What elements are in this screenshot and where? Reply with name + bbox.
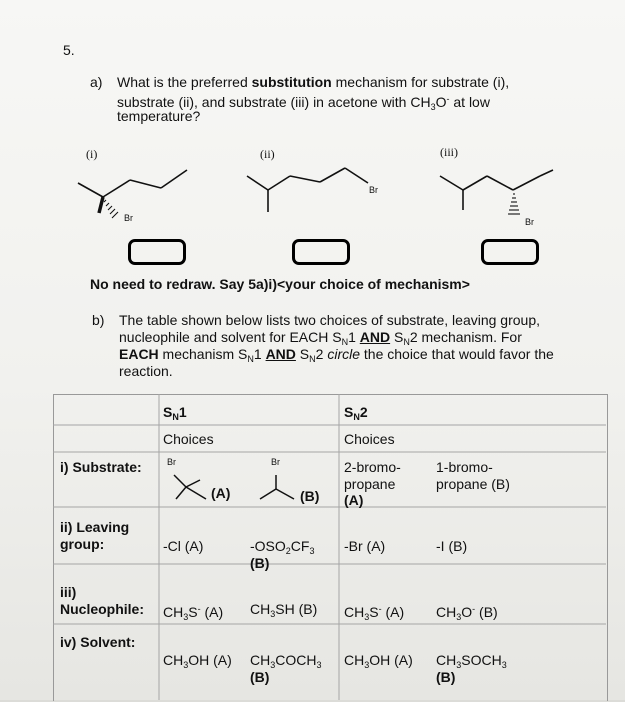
part-a-line-2: substrate (ii), and substrate (iii) in acetone with $CH_3O^-$ at low xyxy=(117,94,490,112)
leaving-row-label-1: ii) Leaving xyxy=(60,519,130,535)
sn2-header: $S_N2$ xyxy=(344,404,368,422)
substrate-i-label: (i) xyxy=(86,147,98,161)
sn1-substrate-b-br: Br xyxy=(271,457,280,467)
nucleophile-row-label-2: Nucleophile: xyxy=(60,601,145,617)
answer-box-iii xyxy=(481,239,539,265)
sn1-solvent-a: $CH_3OH$ (A) xyxy=(163,652,232,670)
substrate-ii-br: Br xyxy=(369,185,378,195)
sn2-solvent-b-tag: (B) xyxy=(436,669,456,685)
substrate-row-label: i) Substrate: xyxy=(60,459,142,475)
question-number: 5. xyxy=(63,42,75,58)
sn2-substrate-a-line-1: 2-bromo- xyxy=(344,459,401,475)
part-b-label: b) xyxy=(92,312,105,328)
sn2-leaving-b: -I (B) xyxy=(436,538,468,554)
sn2-substrate-a-line-2: propane xyxy=(344,476,396,492)
sn1-substrate-a-tag: (A) xyxy=(211,485,231,501)
sn1-solvent-b-tag: (B) xyxy=(250,669,270,685)
substrate-i-br: Br xyxy=(124,213,133,223)
sn2-solvent-b: $CH_3SOCH_3$ xyxy=(436,652,507,670)
part-a-line-1: What is the preferred substitution mechanism for substrate (i), xyxy=(117,74,510,90)
sn1-substrate-b-tag: (B) xyxy=(300,488,320,504)
mechanism-table xyxy=(53,394,608,701)
part-b-line-2: nucleophile and solvent for EACH $S_N1$ AND $S_N2$ mechanism. For xyxy=(119,329,522,347)
sn2-substrate-b-line-2: propane (B) xyxy=(436,476,510,492)
sn2-substrate-b-line-1: 1-bromo- xyxy=(436,459,493,475)
answer-box-i xyxy=(128,239,186,265)
sn1-leaving-b: $-OSO_2CF_3$ xyxy=(250,538,315,556)
sn2-substrate-a-tag: (A) xyxy=(344,492,364,508)
sn1-choices-header: Choices xyxy=(163,431,214,447)
nucleophile-row-label-1: iii) xyxy=(60,584,77,600)
substrate-i-structure xyxy=(78,170,187,218)
table-grid xyxy=(53,394,608,702)
substrate-ii-structure xyxy=(247,168,368,212)
sn2-solvent-a: $CH_3OH$ (A) xyxy=(344,652,413,670)
substrate-iii-label: (iii) xyxy=(440,145,458,159)
sn2-nucleophile-b: $CH_3O^-$ (B) xyxy=(436,604,498,622)
sn2-nucleophile-a: $CH_3S^-$ (A) xyxy=(344,604,405,622)
part-b-line-1: The table shown below lists two choices of substrate, leaving group, xyxy=(119,312,541,328)
instruction-text: No need to redraw. Say 5a)i)<your choice of mechanism> xyxy=(90,276,470,292)
sn1-substrate-a-br: Br xyxy=(167,457,176,467)
sn1-header: $S_N1$ xyxy=(163,404,187,422)
part-b-line-3: EACH mechanism $S_N1$ AND $S_N2$ circle the choice that would favor the xyxy=(119,346,554,364)
substrate-ii-label: (ii) xyxy=(260,147,275,161)
answer-box-ii xyxy=(292,239,350,265)
sn2-choices-header: Choices xyxy=(344,431,395,447)
substrate-iii-structure xyxy=(440,170,553,214)
sn2-leaving-a: -Br (A) xyxy=(344,538,386,554)
sn1-leaving-a: -Cl (A) xyxy=(163,538,204,554)
part-a-line-3: temperature? xyxy=(117,108,201,124)
sn1-leaving-b-tag: (B) xyxy=(250,555,270,571)
sn1-nucleophile-b: $CH_3SH$ (B) xyxy=(250,601,318,619)
sn1-solvent-b: $CH_3COCH_3$ xyxy=(250,652,322,670)
solvent-row-label: iv) Solvent: xyxy=(60,634,136,650)
part-b-line-4: reaction. xyxy=(119,363,173,379)
substrate-iii-br: Br xyxy=(525,217,534,227)
leaving-row-label-2: group: xyxy=(60,536,105,552)
sn1-nucleophile-a: $CH_3S^-$ (A) xyxy=(163,604,224,622)
part-a-label: a) xyxy=(90,74,103,90)
